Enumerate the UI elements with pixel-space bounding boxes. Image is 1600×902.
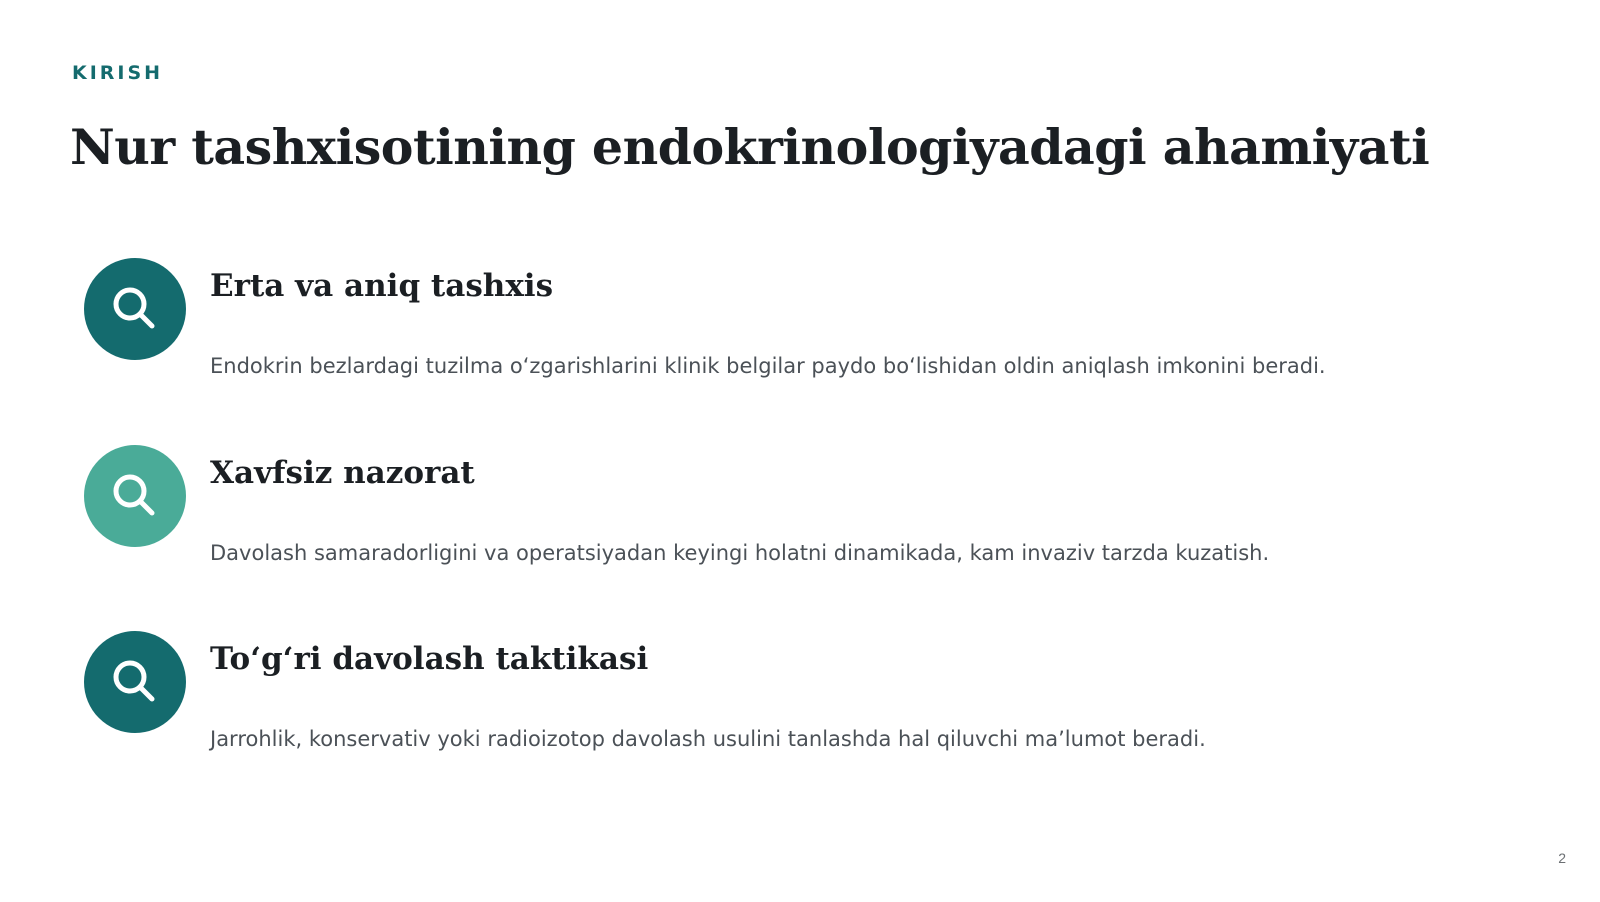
list-item [84, 258, 1544, 378]
item-description: Jarrohlik, konservativ yoki radioizotop davolash usulini tanlashda hal qiluvchi maʼlumot beradi. [210, 727, 1206, 751]
item-heading: Erta va aniq tashxis [210, 268, 554, 304]
page-number: 2 [1558, 850, 1566, 866]
search-icon [84, 631, 186, 733]
list-item [84, 631, 1544, 751]
item-description: Davolash samaradorligini va operatsiyadan keyingi holatni dinamikada, kam invaziv tarzda kuzatish. [210, 541, 1270, 565]
search-icon-glyph [108, 282, 162, 336]
search-icon [84, 445, 186, 547]
item-heading: Xavfsiz nazorat [210, 455, 475, 491]
item-heading: Toʻgʻri davolash taktikasi [210, 641, 649, 677]
section-label: KIRISH [72, 62, 164, 84]
search-icon-glyph [108, 655, 162, 709]
search-icon [84, 258, 186, 360]
search-icon-glyph [108, 469, 162, 523]
list-item [84, 445, 1544, 565]
item-description: Endokrin bezlardagi tuzilma oʻzgarishlarini klinik belgilar paydo boʻlishidan oldin aniqlash imkonini beradi. [210, 354, 1326, 378]
page-title: Nur tashxisotining endokrinologiyadagi ahamiyati [70, 118, 1430, 176]
